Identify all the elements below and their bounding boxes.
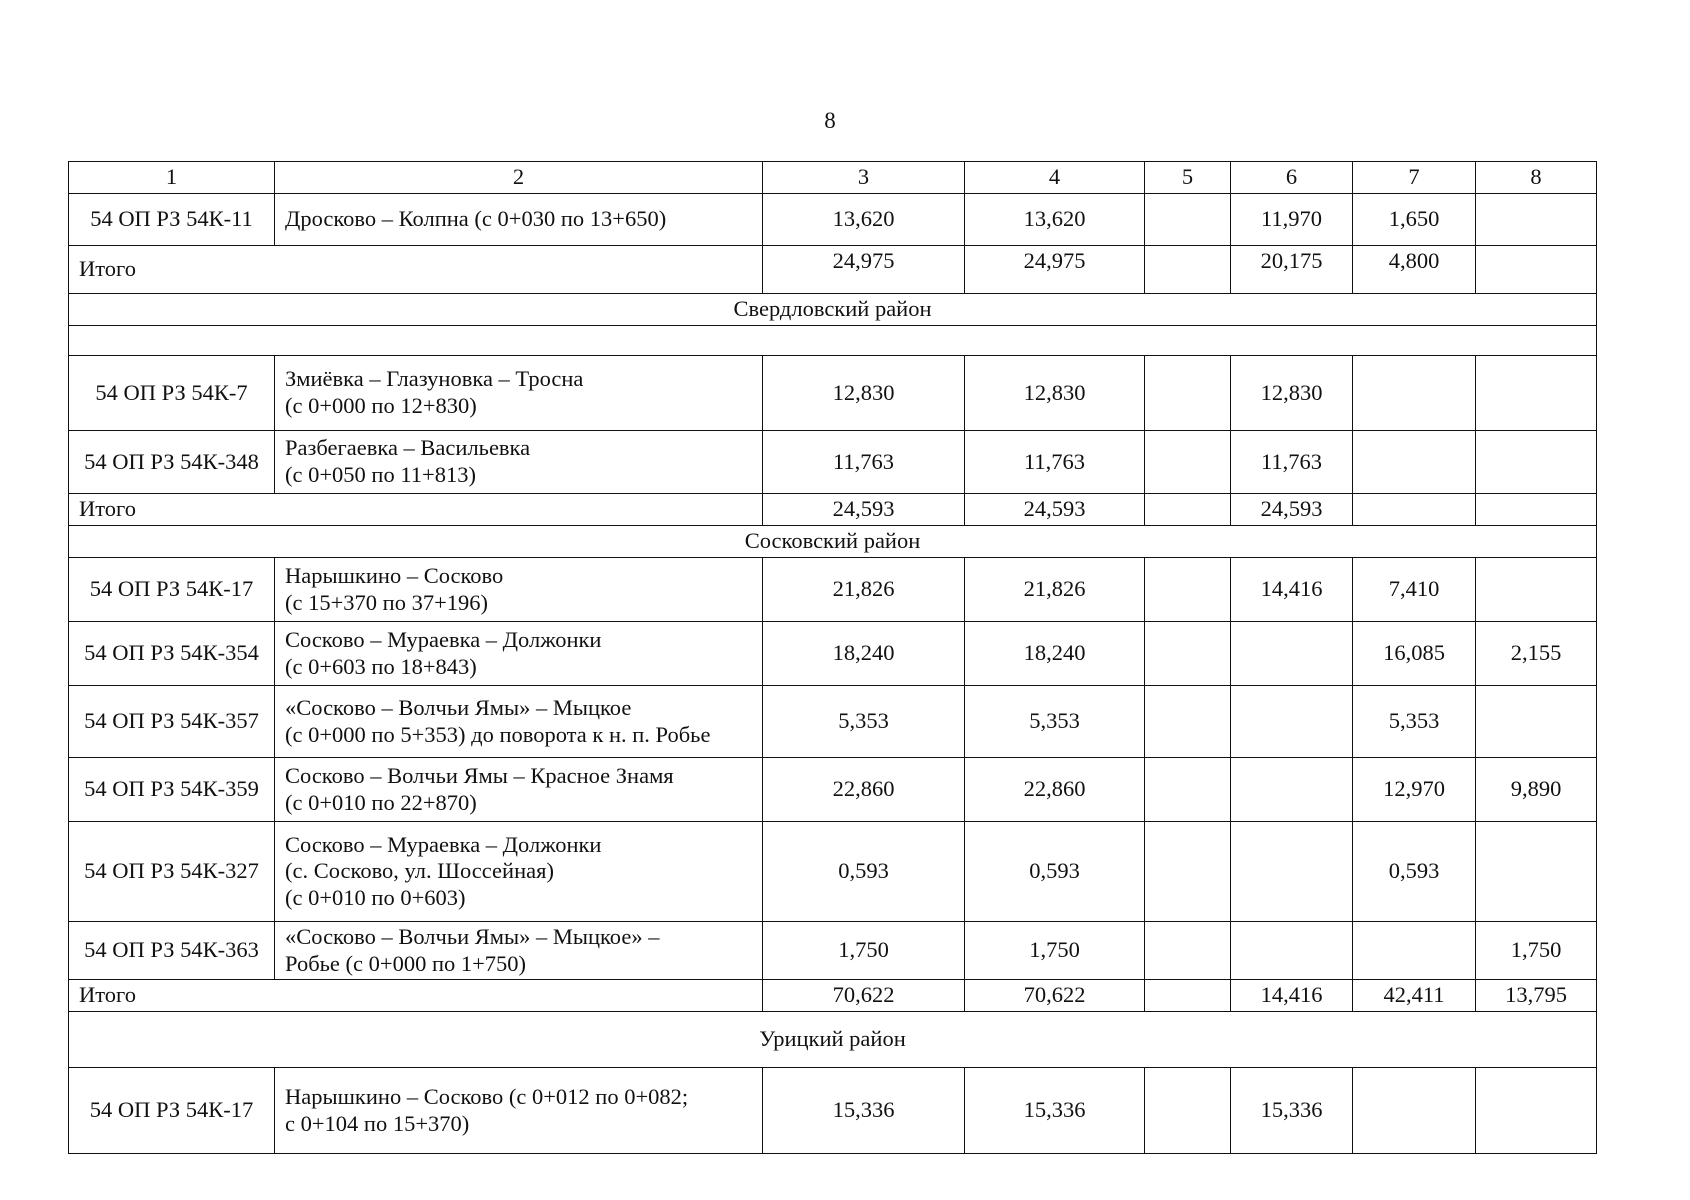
value-col-8	[1476, 431, 1597, 494]
column-number-3: 3	[763, 162, 965, 194]
value-col-8	[1476, 558, 1597, 622]
total-value-col-7: 42,411	[1353, 980, 1476, 1012]
total-value-col-3: 24,975	[763, 246, 965, 294]
column-number-5: 5	[1145, 162, 1231, 194]
total-label: Итого	[69, 246, 763, 294]
value-col-4: 18,240	[965, 622, 1145, 686]
value-col-7	[1353, 922, 1476, 980]
blank-row	[69, 326, 1597, 356]
total-value-col-5	[1145, 980, 1231, 1012]
column-number-4: 4	[965, 162, 1145, 194]
district-title: Свердловский район	[69, 294, 1597, 326]
road-name-line: Сосково – Мураевка – Должонки	[285, 831, 602, 857]
road-name-line: «Сосково – Волчьи Ямы» – Мыцкое» –	[285, 924, 660, 949]
value-col-6: 11,970	[1231, 194, 1353, 246]
value-col-6: 15,336	[1231, 1068, 1353, 1154]
total-value-col-5	[1145, 246, 1231, 294]
total-value-col-6: 24,593	[1231, 494, 1353, 526]
total-value-col-5	[1145, 494, 1231, 526]
value-col-3: 1,750	[763, 922, 965, 980]
road-row	[69, 822, 1597, 922]
road-name	[275, 194, 763, 246]
road-code: 54 ОП РЗ 54К-348	[69, 431, 275, 494]
value-col-7	[1353, 431, 1476, 494]
value-col-6: 11,763	[1231, 431, 1353, 494]
column-number-7: 7	[1353, 162, 1476, 194]
road-name-line: (с 0+000 по 12+830)	[285, 393, 477, 418]
value-col-4: 12,830	[965, 356, 1145, 431]
road-name-line: (с 0+010 по 22+870)	[285, 789, 477, 815]
value-col-5	[1145, 758, 1231, 822]
value-col-3: 11,763	[763, 431, 965, 494]
value-col-3: 12,830	[763, 356, 965, 431]
road-name-line: Разбегаевка – Васильевка	[285, 435, 531, 461]
road-code: 54 ОП РЗ 54К-17	[69, 558, 275, 622]
value-col-5	[1145, 356, 1231, 431]
road-name	[275, 822, 763, 922]
road-name-line: (с 0+010 по 0+603)	[285, 884, 466, 910]
road-name-line: Сосково – Волчьи Ямы – Красное Знамя	[285, 762, 674, 788]
road-code: 54 ОП РЗ 54К-327	[69, 822, 275, 922]
road-name-line: (с 15+370 по 37+196)	[285, 589, 489, 615]
total-value-col-6: 14,416	[1231, 980, 1353, 1012]
road-name	[275, 922, 763, 980]
road-name-line: Робье (с 0+000 по 1+750)	[285, 950, 527, 976]
road-name	[275, 1068, 763, 1154]
total-value-col-7: 4,800	[1353, 246, 1476, 294]
road-name	[275, 758, 763, 822]
total-value-col-3: 24,593	[763, 494, 965, 526]
value-col-5	[1145, 1068, 1231, 1154]
value-col-7: 1,650	[1353, 194, 1476, 246]
total-row	[69, 980, 1597, 1012]
value-col-8	[1476, 822, 1597, 922]
road-code: 54 ОП РЗ 54К-11	[69, 194, 275, 246]
column-number-1: 1	[69, 162, 275, 194]
value-col-6	[1231, 622, 1353, 686]
value-col-5	[1145, 194, 1231, 246]
total-value-col-6: 20,175	[1231, 246, 1353, 294]
total-value-col-7	[1353, 494, 1476, 526]
value-col-7: 12,970	[1353, 758, 1476, 822]
column-number-2: 2	[275, 162, 763, 194]
road-row	[69, 758, 1597, 822]
total-value-col-8: 13,795	[1476, 980, 1597, 1012]
road-code: 54 ОП РЗ 54К-354	[69, 622, 275, 686]
road-name-line: Змиёвка – Глазуновка – Тросна	[285, 366, 584, 392]
road-code: 54 ОП РЗ 54К-357	[69, 686, 275, 758]
column-number-8: 8	[1476, 162, 1597, 194]
road-code: 54 ОП РЗ 54К-363	[69, 922, 275, 980]
road-name-line: «Сосково – Волчьи Ямы» – Мыцкое	[285, 694, 632, 720]
road-row	[69, 194, 1597, 246]
value-col-6: 14,416	[1231, 558, 1353, 622]
value-col-6: 12,830	[1231, 356, 1353, 431]
value-col-5	[1145, 686, 1231, 758]
value-col-5	[1145, 558, 1231, 622]
total-value-col-4: 70,622	[965, 980, 1145, 1012]
total-label: Итого	[69, 494, 763, 526]
road-name	[275, 356, 763, 431]
roads-table	[68, 161, 1597, 1154]
value-col-8	[1476, 194, 1597, 246]
road-name	[275, 686, 763, 758]
road-row	[69, 622, 1597, 686]
value-col-6	[1231, 686, 1353, 758]
road-name	[275, 558, 763, 622]
value-col-6	[1231, 758, 1353, 822]
total-value-col-3: 70,622	[763, 980, 965, 1012]
value-col-5	[1145, 922, 1231, 980]
value-col-3: 5,353	[763, 686, 965, 758]
road-row	[69, 431, 1597, 494]
value-col-3: 0,593	[763, 822, 965, 922]
road-name-line: (с 0+603 по 18+843)	[285, 653, 477, 679]
value-col-8: 1,750	[1476, 922, 1597, 980]
total-value-col-4: 24,593	[965, 494, 1145, 526]
blank-cell	[69, 326, 1597, 356]
value-col-7	[1353, 356, 1476, 431]
road-row	[69, 1068, 1597, 1154]
road-row	[69, 558, 1597, 622]
value-col-6	[1231, 922, 1353, 980]
road-name-line: (с 0+050 по 11+813)	[285, 462, 476, 487]
value-col-7: 0,593	[1353, 822, 1476, 922]
road-name-line: Сосково – Мураевка – Должонки	[285, 626, 602, 652]
value-col-4: 11,763	[965, 431, 1145, 494]
value-col-7: 5,353	[1353, 686, 1476, 758]
column-number-row	[69, 162, 1597, 194]
road-name-line: Дросково – Колпна (с 0+030 по 13+650)	[285, 206, 667, 232]
value-col-4: 1,750	[965, 922, 1145, 980]
road-name-line: Нарышкино – Сосково (с 0+012 по 0+082;	[285, 1084, 689, 1110]
total-value-col-8	[1476, 494, 1597, 526]
value-col-8	[1476, 686, 1597, 758]
road-code: 54 ОП РЗ 54К-7	[69, 356, 275, 431]
road-code: 54 ОП РЗ 54К-359	[69, 758, 275, 822]
value-col-8: 2,155	[1476, 622, 1597, 686]
value-col-3: 22,860	[763, 758, 965, 822]
district-header-row	[69, 1012, 1597, 1068]
road-name	[275, 622, 763, 686]
value-col-8: 9,890	[1476, 758, 1597, 822]
page-number: 8	[824, 108, 836, 133]
road-row	[69, 922, 1597, 980]
district-title: Урицкий район	[69, 1012, 1597, 1068]
value-col-7: 16,085	[1353, 622, 1476, 686]
value-col-5	[1145, 822, 1231, 922]
district-title: Сосковский район	[69, 526, 1597, 558]
road-row	[69, 686, 1597, 758]
total-row	[69, 494, 1597, 526]
road-code: 54 ОП РЗ 54К-17	[69, 1068, 275, 1154]
value-col-4: 13,620	[965, 194, 1145, 246]
total-value-col-4: 24,975	[965, 246, 1145, 294]
road-name-line: (с 0+000 по 5+353) до поворота к н. п. Робье	[285, 721, 711, 747]
road-row	[69, 356, 1597, 431]
district-header-row	[69, 294, 1597, 326]
road-name-line: Нарышкино – Сосково	[285, 562, 504, 588]
value-col-4: 0,593	[965, 822, 1145, 922]
value-col-7	[1353, 1068, 1476, 1154]
total-row	[69, 246, 1597, 294]
column-number-6: 6	[1231, 162, 1353, 194]
value-col-8	[1476, 1068, 1597, 1154]
district-header-row	[69, 526, 1597, 558]
value-col-4: 21,826	[965, 558, 1145, 622]
total-value-col-8	[1476, 246, 1597, 294]
value-col-3: 13,620	[763, 194, 965, 246]
value-col-3: 21,826	[763, 558, 965, 622]
value-col-4: 22,860	[965, 758, 1145, 822]
road-name	[275, 431, 763, 494]
value-col-6	[1231, 822, 1353, 922]
value-col-4: 5,353	[965, 686, 1145, 758]
value-col-7: 7,410	[1353, 558, 1476, 622]
value-col-5	[1145, 431, 1231, 494]
road-name-line: (с. Сосково, ул. Шоссейная)	[285, 858, 554, 884]
table-body	[69, 162, 1597, 1154]
value-col-3: 18,240	[763, 622, 965, 686]
value-col-5	[1145, 622, 1231, 686]
value-col-3: 15,336	[763, 1068, 965, 1154]
road-name-line: с 0+104 по 15+370)	[285, 1110, 470, 1136]
total-label: Итого	[69, 980, 763, 1012]
value-col-8	[1476, 356, 1597, 431]
value-col-4: 15,336	[965, 1068, 1145, 1154]
